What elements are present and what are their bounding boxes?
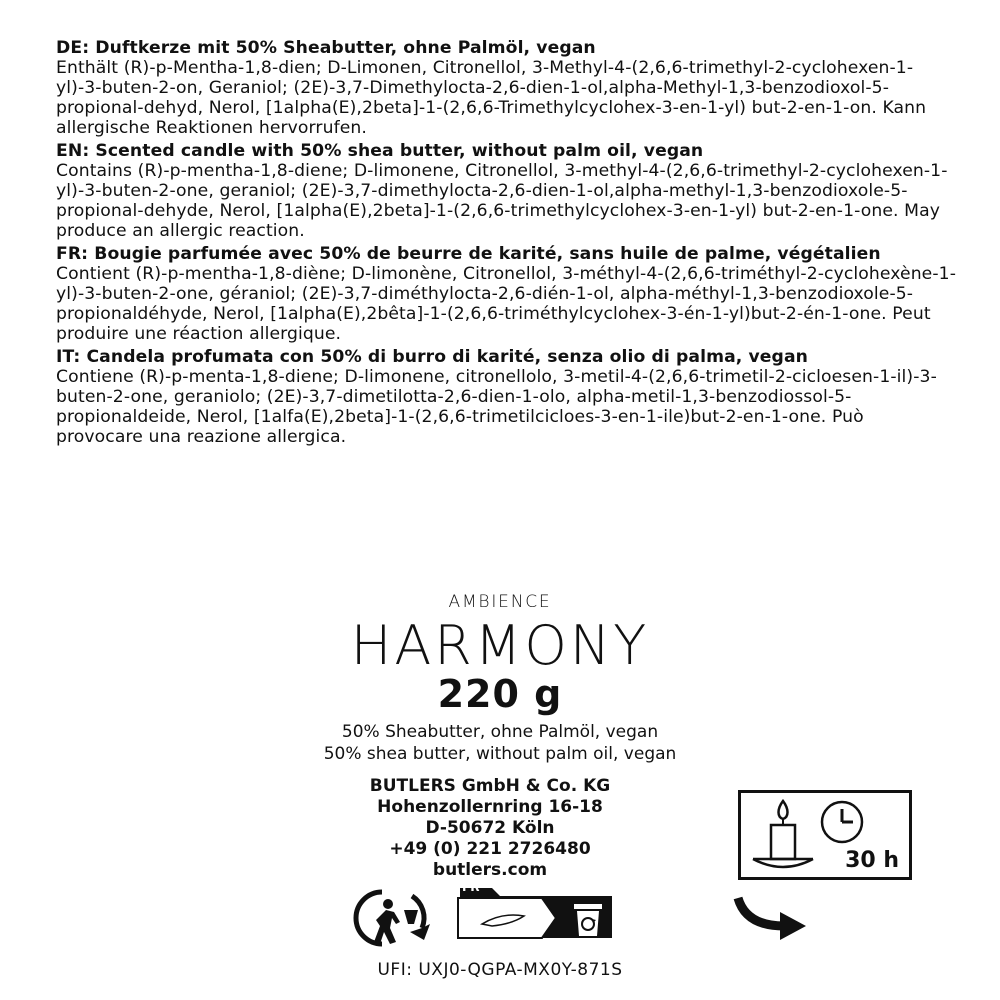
ingredients-text: Enthält (R)-p-Mentha-1,8-dien; D-Limonen, Citronellol, 3-Methyl-4-(2,6,6-trimethyl-2-cyclohexen-1-yl)-3-buten-2-on, Geraniol; (2E)-3,7-Dimethylocta-2,6-dien-1-ol,alpha-Methyl-1,3-benzodioxol-5-propional-dehyd, Nerol, [1alpha(E),2beta]-1-(2,6,6-Trimethylcyclohex-3-en-1-yl) but-2-en-1-on. Kann allergische Reaktionen hervorrufen. — [56, 58, 927, 138]
ingredients-text: Contient (R)-p-mentha-1,8-diène; D-limonène, Citronellol, 3-méthyl-4-(2,6,6-triméthyl-2-cyclohexène-1-yl)-3-buten-2-one, géraniol; (2E)-3,7-diméthylocta-2,6-dién-1-ol, alpha-méthyl-1,3-benzodioxole-5-propionaldéhyde, Nerol, [1alpha(E),2bêta]-1-(2,6,6-triméthylcyclohex-3-én-1-yl)but-2-én-1-one. Peut produire une réaction allergique. — [56, 264, 956, 344]
ingredients-heading: DE: Duftkerze mit 50% Sheabutter, ohne Palmöl, vegan — [56, 38, 596, 58]
ingredients-heading: IT: Candela profumata con 50% di burro di karité, senza olio di palma, vegan — [56, 347, 808, 367]
ingredients-list — [56, 38, 956, 450]
clock-icon — [819, 799, 865, 845]
recycling-bin-icon — [570, 900, 606, 940]
ingredients-text: Contains (R)-p-mentha-1,8-diene; D-limonene, Citronellol, 3-methyl-4-(2,6,6-trimethyl-2-cyclohexen-1-yl)-3-buten-2-one, geraniol; (2E)-3,7-dimethylocta-2,6-dien-1-ol,alpha-methyl-1,3-benzodioxole-5-propional-dehyde, Nerol, [1alpha(E),2beta]-1-(2,6,6-trimethylcyclohex-3-en-1-yl) but-2-en-1-one. May produce an allergic reaction. — [56, 161, 948, 241]
product-name: HARMONY — [350, 614, 650, 677]
brand-line: AMBIENCE — [448, 592, 552, 612]
ingredients-heading: EN: Scented candle with 50% shea butter, without palm oil, vegan — [56, 141, 704, 161]
claim-de: 50% Sheabutter, ohne Palmöl, vegan — [341, 722, 659, 742]
website: butlers.com — [432, 860, 548, 880]
ingredients-en — [56, 141, 956, 241]
burn-time-label: 30 h — [845, 848, 899, 873]
street: Hohenzollernring 16-18 — [377, 797, 603, 817]
ingredients-fr — [56, 244, 956, 344]
curved-arrow-icon — [732, 892, 812, 942]
ingredients-text: Contiene (R)-p-menta-1,8-diene; D-limonene, citronellolo, 3-metil-4-(2,6,6-trimetil-2-cicloesen-1-il)-3-buten-2-one, geraniolo; (2E)-3,7-dimetilotta-2,6-dien-1-olo, alpha-metil-1,3-benzodiossol-5-propionaldeide, Nerol, [1alfa(E),2beta]-1-(2,6,6-trimetilcicloes-3-en-1-ile)but-2-en-1-one. Può provocare una reazione allergica. — [56, 367, 937, 447]
burn-time-box — [738, 790, 912, 880]
candle-icon — [749, 799, 821, 875]
ufi-code: UFI: UXJ0-QGPA-MX0Y-871S — [377, 960, 623, 980]
ingredients-it — [56, 347, 956, 447]
sorting-info-panel — [452, 882, 620, 944]
phone: +49 (0) 221 2726480 — [389, 839, 591, 859]
city: D-50672 Köln — [425, 818, 555, 838]
company-name: BUTLERS GmbH & Co. KG — [369, 776, 611, 796]
claim-en: 50% shea butter, without palm oil, vegan — [323, 744, 677, 764]
triman-icon — [352, 888, 442, 948]
triman-country-code: FR — [462, 880, 480, 894]
product-weight: 220 g — [437, 672, 563, 716]
ingredients-de — [56, 38, 956, 138]
ingredients-heading: FR: Bougie parfumée avec 50% de beurre de karité, sans huile de palme, végétalien — [56, 244, 881, 264]
